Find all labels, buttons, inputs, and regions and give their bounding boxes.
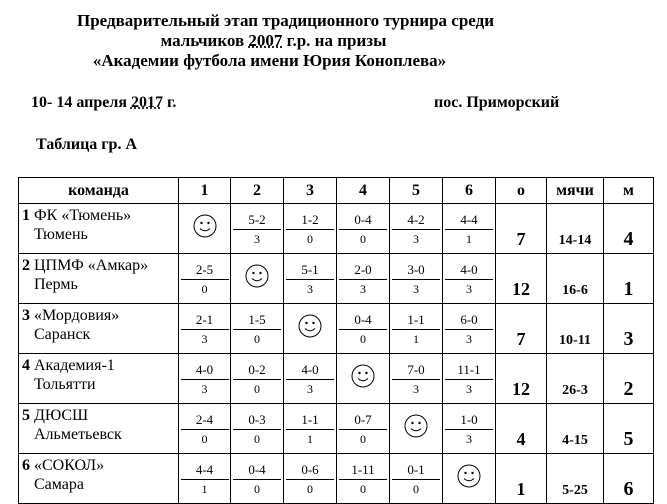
smiley-face-icon	[179, 204, 231, 254]
total-points: 12	[496, 354, 547, 404]
match-points: 3	[413, 282, 419, 296]
dates-suffix: г.	[162, 94, 177, 111]
column-header-9: м	[604, 178, 654, 204]
score-divider	[339, 429, 387, 430]
goal-difference: 26-3	[547, 354, 604, 404]
match-points: 3	[466, 332, 472, 346]
final-place: 1	[604, 254, 654, 304]
table-row	[19, 454, 654, 504]
score-divider	[286, 229, 334, 230]
dates-year: 2017	[130, 94, 163, 111]
match-score: 0-7	[354, 412, 372, 427]
score-divider	[445, 279, 493, 280]
match-result-cell	[284, 354, 337, 404]
score-divider	[233, 379, 281, 380]
match-points: 1	[307, 432, 313, 446]
match-result-cell	[284, 454, 337, 504]
final-place: 5	[604, 404, 654, 454]
match-result-cell	[337, 304, 390, 354]
team-number: 5	[22, 407, 30, 424]
column-header-5: 5	[390, 178, 443, 204]
match-points: 3	[413, 232, 419, 246]
match-result-cell	[179, 404, 231, 454]
match-result-cell	[443, 204, 496, 254]
match-points: 0	[254, 482, 260, 496]
match-points: 3	[307, 382, 313, 396]
score-divider	[286, 279, 334, 280]
total-points: 7	[496, 204, 547, 254]
match-score: 2-0	[354, 262, 372, 277]
match-points: 1	[201, 482, 208, 496]
team-city: Тюмень	[34, 226, 88, 243]
goal-difference: 16-6	[547, 254, 604, 304]
match-score: 11-1	[457, 362, 481, 377]
team-title: ЦПМФ «Амкар»	[34, 257, 149, 274]
team-city: Самара	[34, 476, 84, 493]
team-title: ФК «Тюмень»	[34, 207, 132, 224]
team-name	[22, 356, 178, 375]
match-score: 1-1	[301, 412, 319, 427]
team-cell	[19, 404, 179, 454]
column-header-6: 6	[443, 178, 496, 204]
match-score: 0-4	[354, 212, 372, 227]
match-points: 0	[254, 382, 260, 396]
match-points: 3	[466, 432, 472, 446]
goal-difference: 14-14	[547, 204, 604, 254]
team-city: Пермь	[34, 276, 78, 293]
match-points: 3	[360, 282, 366, 296]
table-header-row	[19, 178, 654, 204]
score-divider	[339, 479, 387, 480]
match-score: 4-4	[195, 462, 214, 477]
score-divider	[392, 379, 440, 380]
score-divider	[339, 229, 387, 230]
match-result-cell	[390, 254, 443, 304]
team-city: Тольятти	[34, 376, 96, 393]
tournament-place: пос. Приморский	[434, 94, 560, 111]
final-place: 4	[604, 204, 654, 254]
column-header-1: 1	[179, 178, 231, 204]
column-header-2: 2	[231, 178, 284, 204]
group-label: Таблица гр. А	[36, 136, 138, 153]
match-score: 2-5	[195, 262, 214, 277]
match-points: 0	[254, 332, 260, 346]
match-result-cell	[179, 354, 231, 404]
match-result-cell	[231, 304, 284, 354]
match-result-cell	[443, 354, 496, 404]
match-score: 3-0	[407, 262, 425, 277]
match-score: 4-2	[407, 212, 425, 227]
team-cell	[19, 454, 179, 504]
team-number: 6	[22, 457, 30, 474]
match-score: 0-4	[354, 312, 372, 327]
score-divider	[445, 379, 493, 380]
team-title: «Мордовия»	[34, 307, 120, 324]
match-score: 6-0	[460, 312, 478, 327]
score-divider	[392, 479, 440, 480]
match-points: 0	[360, 332, 366, 346]
column-header-3: 3	[284, 178, 337, 204]
team-title: «СОКОЛ»	[34, 457, 105, 474]
total-points: 7	[496, 304, 547, 354]
match-points: 0	[201, 432, 208, 446]
column-header-7: о	[496, 178, 547, 204]
team-cell	[19, 354, 179, 404]
column-header-0: команда	[19, 178, 179, 204]
match-result-cell	[337, 404, 390, 454]
match-points: 3	[466, 382, 472, 396]
total-points: 12	[496, 254, 547, 304]
final-place: 2	[604, 354, 654, 404]
match-points: 0	[254, 432, 260, 446]
team-number: 3	[22, 307, 30, 324]
final-place: 6	[604, 454, 654, 504]
score-divider	[181, 279, 229, 280]
match-score: 4-4	[460, 212, 478, 227]
table-row	[19, 254, 654, 304]
total-points: 1	[496, 454, 547, 504]
goal-difference: 10-11	[547, 304, 604, 354]
score-divider	[181, 329, 229, 330]
team-name	[22, 206, 178, 225]
match-result-cell	[231, 454, 284, 504]
match-result-cell	[443, 304, 496, 354]
match-result-cell	[390, 204, 443, 254]
score-divider	[181, 479, 229, 480]
smiley-face-icon	[284, 304, 337, 354]
score-divider	[339, 329, 387, 330]
score-divider	[181, 379, 229, 380]
match-result-cell	[390, 454, 443, 504]
match-points: 0	[360, 432, 366, 446]
match-score: 4-0	[301, 362, 319, 377]
score-divider	[233, 429, 281, 430]
team-title: ДЮСШ	[34, 407, 89, 424]
match-points: 3	[201, 332, 208, 346]
team-cell	[19, 304, 179, 354]
title-line-2-prefix: мальчиков	[160, 31, 249, 50]
dates-prefix: 10- 14 апреля	[31, 94, 131, 111]
match-result-cell	[390, 304, 443, 354]
match-result-cell	[284, 404, 337, 454]
title-line-3: «Академии футбола имени Юрия Коноплева»	[92, 51, 447, 70]
score-divider	[392, 329, 440, 330]
team-number: 4	[22, 357, 30, 374]
score-divider	[286, 479, 334, 480]
match-score: 1-5	[248, 312, 266, 327]
match-result-cell	[337, 454, 390, 504]
match-score: 1-2	[301, 212, 319, 227]
final-place: 3	[604, 304, 654, 354]
match-result-cell	[179, 304, 231, 354]
score-divider	[392, 229, 440, 230]
match-result-cell	[231, 404, 284, 454]
score-divider	[445, 429, 493, 430]
score-divider	[445, 329, 493, 330]
match-points: 0	[360, 232, 366, 246]
match-score: 5-1	[301, 262, 319, 277]
goal-difference: 4-15	[547, 404, 604, 454]
team-name	[22, 406, 178, 425]
match-score: 0-4	[248, 462, 266, 477]
match-points: 3	[466, 282, 472, 296]
match-score: 1-0	[460, 412, 478, 427]
tournament-dates	[31, 94, 176, 112]
table-row	[19, 204, 654, 254]
match-points: 1	[466, 232, 472, 246]
match-result-cell	[284, 254, 337, 304]
match-score: 1-11	[351, 462, 375, 477]
score-divider	[339, 279, 387, 280]
title-line-1: Предварительный этап традиционного турнира среди	[76, 11, 494, 30]
team-cell	[19, 204, 179, 254]
match-score: 0-1	[407, 462, 425, 477]
team-name	[22, 256, 178, 275]
match-score: 4-0	[195, 362, 214, 377]
score-divider	[233, 479, 281, 480]
match-score: 2-1	[195, 312, 214, 327]
match-result-cell	[231, 354, 284, 404]
goal-difference: 5-25	[547, 454, 604, 504]
match-result-cell	[337, 254, 390, 304]
team-title: Академия-1	[34, 357, 115, 374]
match-result-cell	[231, 204, 284, 254]
team-number: 1	[22, 207, 30, 224]
title-line-2	[0, 31, 607, 51]
score-divider	[181, 429, 229, 430]
table-row	[19, 404, 654, 454]
match-score: 2-4	[195, 412, 214, 427]
smiley-face-icon	[443, 454, 496, 504]
score-divider	[286, 429, 334, 430]
match-score: 1-1	[407, 312, 425, 327]
score-divider	[233, 329, 281, 330]
smiley-face-icon	[231, 254, 284, 304]
table-row	[19, 354, 654, 404]
match-score: 5-2	[248, 212, 266, 227]
match-points: 0	[360, 482, 366, 496]
match-points: 0	[307, 482, 313, 496]
column-header-4: 4	[337, 178, 390, 204]
match-points: 1	[413, 332, 419, 346]
title-year: 2007	[248, 31, 283, 50]
match-result-cell	[443, 254, 496, 304]
match-score: 4-0	[460, 262, 478, 277]
team-cell	[19, 254, 179, 304]
score-divider	[445, 229, 493, 230]
match-points: 3	[307, 282, 313, 296]
smiley-face-icon	[390, 404, 443, 454]
match-result-cell	[443, 404, 496, 454]
smiley-face-icon	[337, 354, 390, 404]
match-points: 3	[254, 232, 260, 246]
match-result-cell	[179, 454, 231, 504]
standings-table	[18, 177, 654, 504]
match-result-cell	[284, 204, 337, 254]
match-points: 0	[413, 482, 419, 496]
match-score: 0-3	[248, 412, 266, 427]
table-row	[19, 304, 654, 354]
team-city: Альметьевск	[34, 426, 122, 443]
team-name	[22, 456, 178, 475]
match-result-cell	[179, 254, 231, 304]
column-header-8: мячи	[547, 178, 604, 204]
match-score: 0-6	[301, 462, 319, 477]
match-points: 3	[413, 382, 419, 396]
match-points: 0	[201, 282, 208, 296]
match-result-cell	[337, 204, 390, 254]
score-divider	[233, 229, 281, 230]
match-points: 0	[307, 232, 313, 246]
team-name	[22, 306, 178, 325]
score-divider	[286, 379, 334, 380]
team-city: Саранск	[34, 326, 91, 343]
match-score: 0-2	[248, 362, 266, 377]
match-score: 7-0	[407, 362, 425, 377]
title-line-2-suffix: г.р. на призы	[282, 31, 387, 50]
match-result-cell	[390, 354, 443, 404]
total-points: 4	[496, 404, 547, 454]
team-number: 2	[22, 257, 30, 274]
score-divider	[392, 279, 440, 280]
match-points: 3	[201, 382, 208, 396]
